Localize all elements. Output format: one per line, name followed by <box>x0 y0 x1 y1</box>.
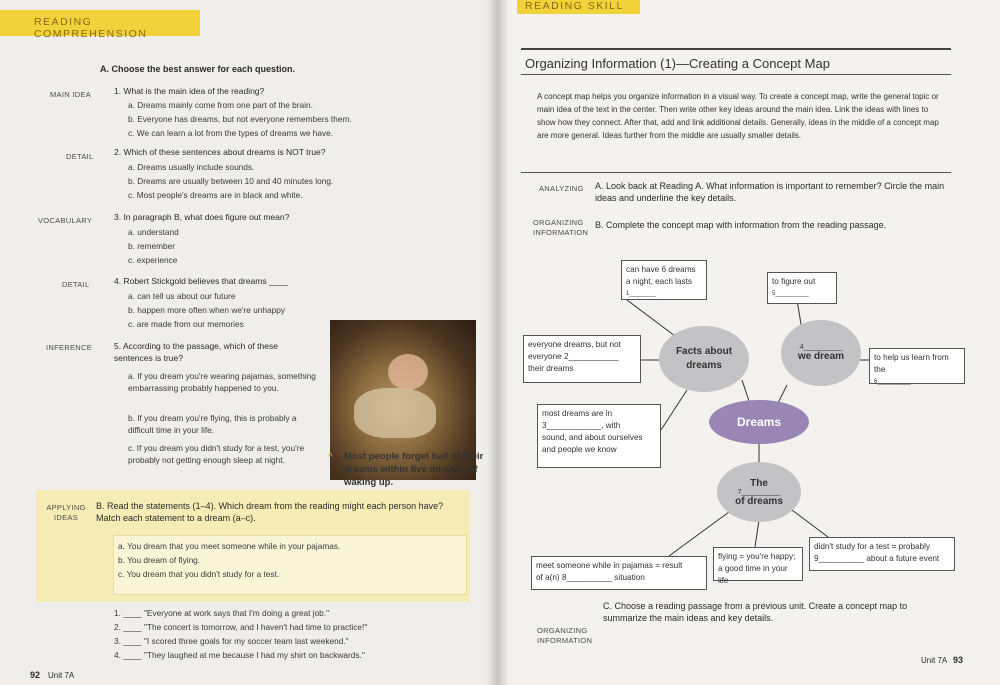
unit-label: Unit 7A <box>48 671 75 680</box>
map-leaf-3 <box>809 537 955 571</box>
answer-option[interactable]: c. experience <box>128 255 178 265</box>
skill-label: APPLYING IDEAS <box>46 503 86 522</box>
section-b-title: B. Read the statements (1–4). Which dream from the reading might each person have? Match each statement to a dream (a–c). <box>96 501 444 523</box>
the-label: The <box>750 477 768 489</box>
map-text: sound, and about ourselves <box>542 433 643 442</box>
question-text: 5. According to the passage, which of these sentences is true? <box>114 341 278 363</box>
map-box-2 <box>767 272 837 304</box>
map-box-3 <box>523 335 641 383</box>
answer-option[interactable]: c. Most people's dreams are in black and white. <box>128 190 303 200</box>
answer-option[interactable]: a. Dreams mainly come from one part of the brain. <box>128 100 313 110</box>
map-blank-5[interactable]: 5__________ <box>772 291 809 297</box>
task-b-text: B. Complete the concept map with information from the reading passage. <box>595 220 887 230</box>
map-text: most dreams are in <box>542 409 613 418</box>
question-text: 2. Which of these sentences about dreams is NOT true? <box>114 147 326 157</box>
answer-option[interactable]: a. understand <box>128 227 179 237</box>
statement-item[interactable]: 1. ____ "Everyone at work says that I'm doing a great job." <box>114 608 330 618</box>
answer-option[interactable]: c. are made from our memories <box>128 319 244 329</box>
section-header: READING COMPREHENSION <box>0 10 200 36</box>
question-text: 1. What is the main idea of the reading? <box>114 86 265 96</box>
map-text: their dreams <box>528 364 574 373</box>
map-blank-7[interactable]: 7__________ <box>737 488 781 496</box>
map-box-1 <box>621 260 707 300</box>
unit-label: Unit 7A <box>921 656 948 665</box>
answer-option[interactable]: a. can tell us about our future <box>128 291 236 301</box>
map-text: to help us learn from the <box>874 353 949 374</box>
left-page <box>0 0 497 685</box>
skill-label: ORGANIZING INFORMATION <box>537 626 593 645</box>
section-header: READING SKILL <box>517 0 640 14</box>
skill-label: DETAIL <box>66 152 94 161</box>
answer-option[interactable]: b. Everyone has dreams, but not everyone remembers them. <box>128 114 352 124</box>
answer-option[interactable]: b. Dreams are usually between 10 and 40 minutes long. <box>128 176 334 186</box>
map-leaf-2 <box>713 547 803 585</box>
map-blank-8[interactable]: of a(n) 8__________ situation <box>536 573 645 582</box>
page-title: Organizing Information (1)—Creating a Concept Map <box>525 56 830 71</box>
map-text: everyone dreams, but not <box>528 340 621 349</box>
caption-arrow-icon: ^ <box>328 452 333 463</box>
task-c-text: C. Choose a reading passage from a previous unit. Create a concept map to summarize the main ideas and key details. <box>603 601 908 623</box>
center-dreams: Dreams <box>709 400 809 444</box>
map-text: a good time in your life <box>718 564 788 585</box>
dream-choice: b. You dream of flying. <box>118 555 201 565</box>
facts-label: Facts about dreams <box>675 346 733 371</box>
map-blank-2[interactable]: everyone 2___________ <box>528 352 619 361</box>
types-circle <box>717 462 801 522</box>
map-text: and people we know <box>542 445 617 454</box>
skill-label: INFERENCE <box>46 343 93 352</box>
intro-paragraph: A concept map helps you organize information in a visual way. To create a concept map, write the general topic or main idea of the text in the center. Then write other key ideas around the main idea. Link the ideas with lines to show how they connect. After that, add and link additional details. Generally, ideas in the middle of a concept map are more general. Ideas further from the middle are usually smaller details. <box>537 92 939 140</box>
photo-caption: Most people forget half of their dreams within five minutes of waking up. <box>344 451 484 488</box>
section-a-title: A. Choose the best answer for each question. <box>100 64 296 74</box>
answer-option[interactable]: b. If you dream you're flying, this is probably a difficult time in your life. <box>128 413 297 435</box>
map-blank-9[interactable]: 9__________ about a future event <box>814 554 940 563</box>
page-number: 93 <box>953 655 964 665</box>
statement-item[interactable]: 2. ____ "The concert is tomorrow, and I haven't had time to practice!" <box>114 622 368 632</box>
answer-option[interactable]: b. happen more often when we're unhappy <box>128 305 286 315</box>
map-leaf-1 <box>531 556 707 590</box>
map-blank-3[interactable]: 3____________, with <box>542 421 621 430</box>
skill-label: MAIN IDEA <box>50 90 92 99</box>
task-a-text: A. Look back at Reading A. What information is important to remember? Circle the main ideas and underline the key details. <box>595 181 945 203</box>
dream-choice: a. You dream that you meet someone while in your pajamas. <box>118 541 341 551</box>
map-text: a night, each lasts <box>626 277 692 286</box>
of-dreams-label: of dreams <box>735 495 783 507</box>
question-text: 3. In paragraph B, what does figure out mean? <box>114 212 290 222</box>
answer-option[interactable]: c. If you dream you didn't study for a test, you're probably not getting enough sleep at night. <box>128 443 305 465</box>
skill-label: ORGANIZING INFORMATION <box>533 218 589 237</box>
page-number: 92 <box>30 670 41 680</box>
map-blank-1[interactable]: 1________ <box>626 291 657 297</box>
we-dream-label: we dream <box>797 351 845 362</box>
answer-option[interactable]: c. We can learn a lot from the types of dreams we have. <box>128 128 334 138</box>
map-text: to figure out <box>772 277 816 286</box>
map-box-6 <box>869 348 965 384</box>
skill-label: ANALYZING <box>539 184 584 193</box>
dream-choice: c. You dream that you didn't study for a test. <box>118 569 280 579</box>
map-text: can have 6 dreams <box>626 265 696 274</box>
map-blank-6[interactable]: 6__________ <box>874 379 911 385</box>
map-blank-4[interactable]: 4__________ <box>799 344 843 351</box>
right-page <box>497 0 1000 685</box>
answer-option[interactable]: a. Dreams usually include sounds. <box>128 162 255 172</box>
answer-option[interactable]: a. If you dream you're wearing pajamas, something embarrassing probably happened to you. <box>128 371 316 393</box>
skill-label: DETAIL <box>62 280 90 289</box>
map-text: meet someone while in pajamas = result <box>536 561 683 570</box>
statement-item[interactable]: 4. ____ "They laughed at me because I had my shirt on backwards." <box>114 650 365 660</box>
map-box-4 <box>537 404 661 468</box>
statement-item[interactable]: 3. ____ "I scored three goals for my soccer team last weekend." <box>114 636 349 646</box>
answer-option[interactable]: b. remember <box>128 241 176 251</box>
map-text: didn't study for a test = probably <box>814 542 931 551</box>
question-text: 4. Robert Stickgold believes that dreams ____ <box>114 276 288 286</box>
we-dream-circle <box>781 320 861 386</box>
map-text: flying = you're happy; <box>718 552 796 561</box>
skill-label: VOCABULARY <box>38 216 93 225</box>
book-gutter <box>487 0 509 685</box>
facts-circle <box>659 326 749 392</box>
